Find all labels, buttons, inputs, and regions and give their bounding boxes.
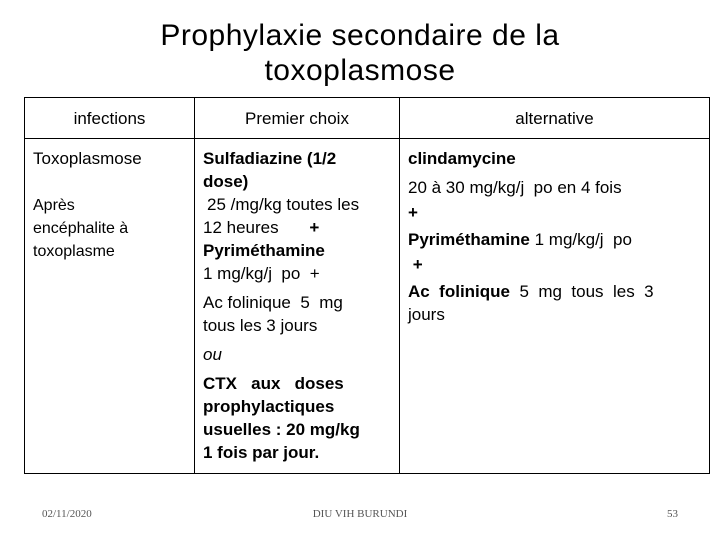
footer-date: 02/11/2020: [42, 508, 92, 520]
title-line-1: Prophylaxie secondaire de la: [160, 19, 560, 52]
infection-context-2: encéphalite à: [33, 220, 129, 237]
table-header-row: [25, 98, 710, 139]
first-choice-folinic: Ac folinique 5 mg: [203, 293, 343, 312]
header-alternative: alternative: [400, 98, 710, 139]
alternative-folinic-freq: jours: [408, 305, 445, 324]
first-choice-dose: 25 /mg/kg toutes les: [207, 195, 360, 214]
infection-context-1: Après: [33, 197, 75, 214]
alternative-drug-2: Pyriméthamine: [408, 230, 530, 249]
infection-name: Toxoplasmose: [33, 149, 142, 168]
alternative-drug: clindamycine: [408, 149, 516, 168]
first-choice-drug: Sulfadiazine (1/2: [203, 149, 337, 168]
header-infections: infections: [25, 98, 195, 139]
first-choice-ctx-4: 1 fois par jour.: [203, 443, 320, 462]
alternative-plus-2: +: [408, 255, 423, 274]
first-choice-drug-2: Pyriméthamine: [203, 241, 325, 260]
first-choice-interval-text: 12 heures: [203, 218, 279, 237]
infection-context-3: toxoplasme: [33, 243, 115, 260]
first-choice-plus-1: +: [309, 218, 320, 237]
header-premier-choix: Premier choix: [195, 98, 400, 139]
alternative-dose-2: 1 mg/kg/j po: [529, 230, 632, 249]
first-choice-dose-2: 1 mg/kg/j po +: [203, 264, 320, 283]
first-choice-folinic-freq: tous les 3 jours: [203, 316, 318, 335]
alternative-plus-1: +: [408, 203, 418, 222]
first-choice-ctx-3: usuelles : 20 mg/kg: [203, 420, 360, 439]
title-line-2: toxoplasmose: [264, 54, 456, 87]
footer-title: DIU VIH BURUNDI: [312, 508, 408, 520]
alternative-drug-2-line: [408, 228, 701, 251]
alternative-folinic: Ac folinique: [408, 282, 510, 301]
table-row: [25, 139, 710, 474]
first-choice-ctx-2: prophylactiques: [203, 397, 335, 416]
footer-page-number: 53: [667, 508, 678, 520]
alternative-folinic-dose: 5 mg tous les 3: [510, 282, 654, 301]
alternative-folinic-line: [408, 280, 701, 303]
cell-premier-choix: [195, 139, 400, 474]
first-choice-dose-label: dose): [203, 172, 249, 191]
cell-infections: [25, 139, 195, 474]
slide-title: [0, 18, 720, 88]
treatment-table: [24, 97, 710, 474]
first-choice-interval: [203, 216, 389, 239]
first-choice-ctx: CTX aux doses: [203, 374, 344, 393]
alternative-dose: 20 à 30 mg/kg/j po en 4 fois: [408, 178, 622, 197]
first-choice-or: ou: [203, 345, 222, 364]
cell-alternative: [400, 139, 710, 474]
